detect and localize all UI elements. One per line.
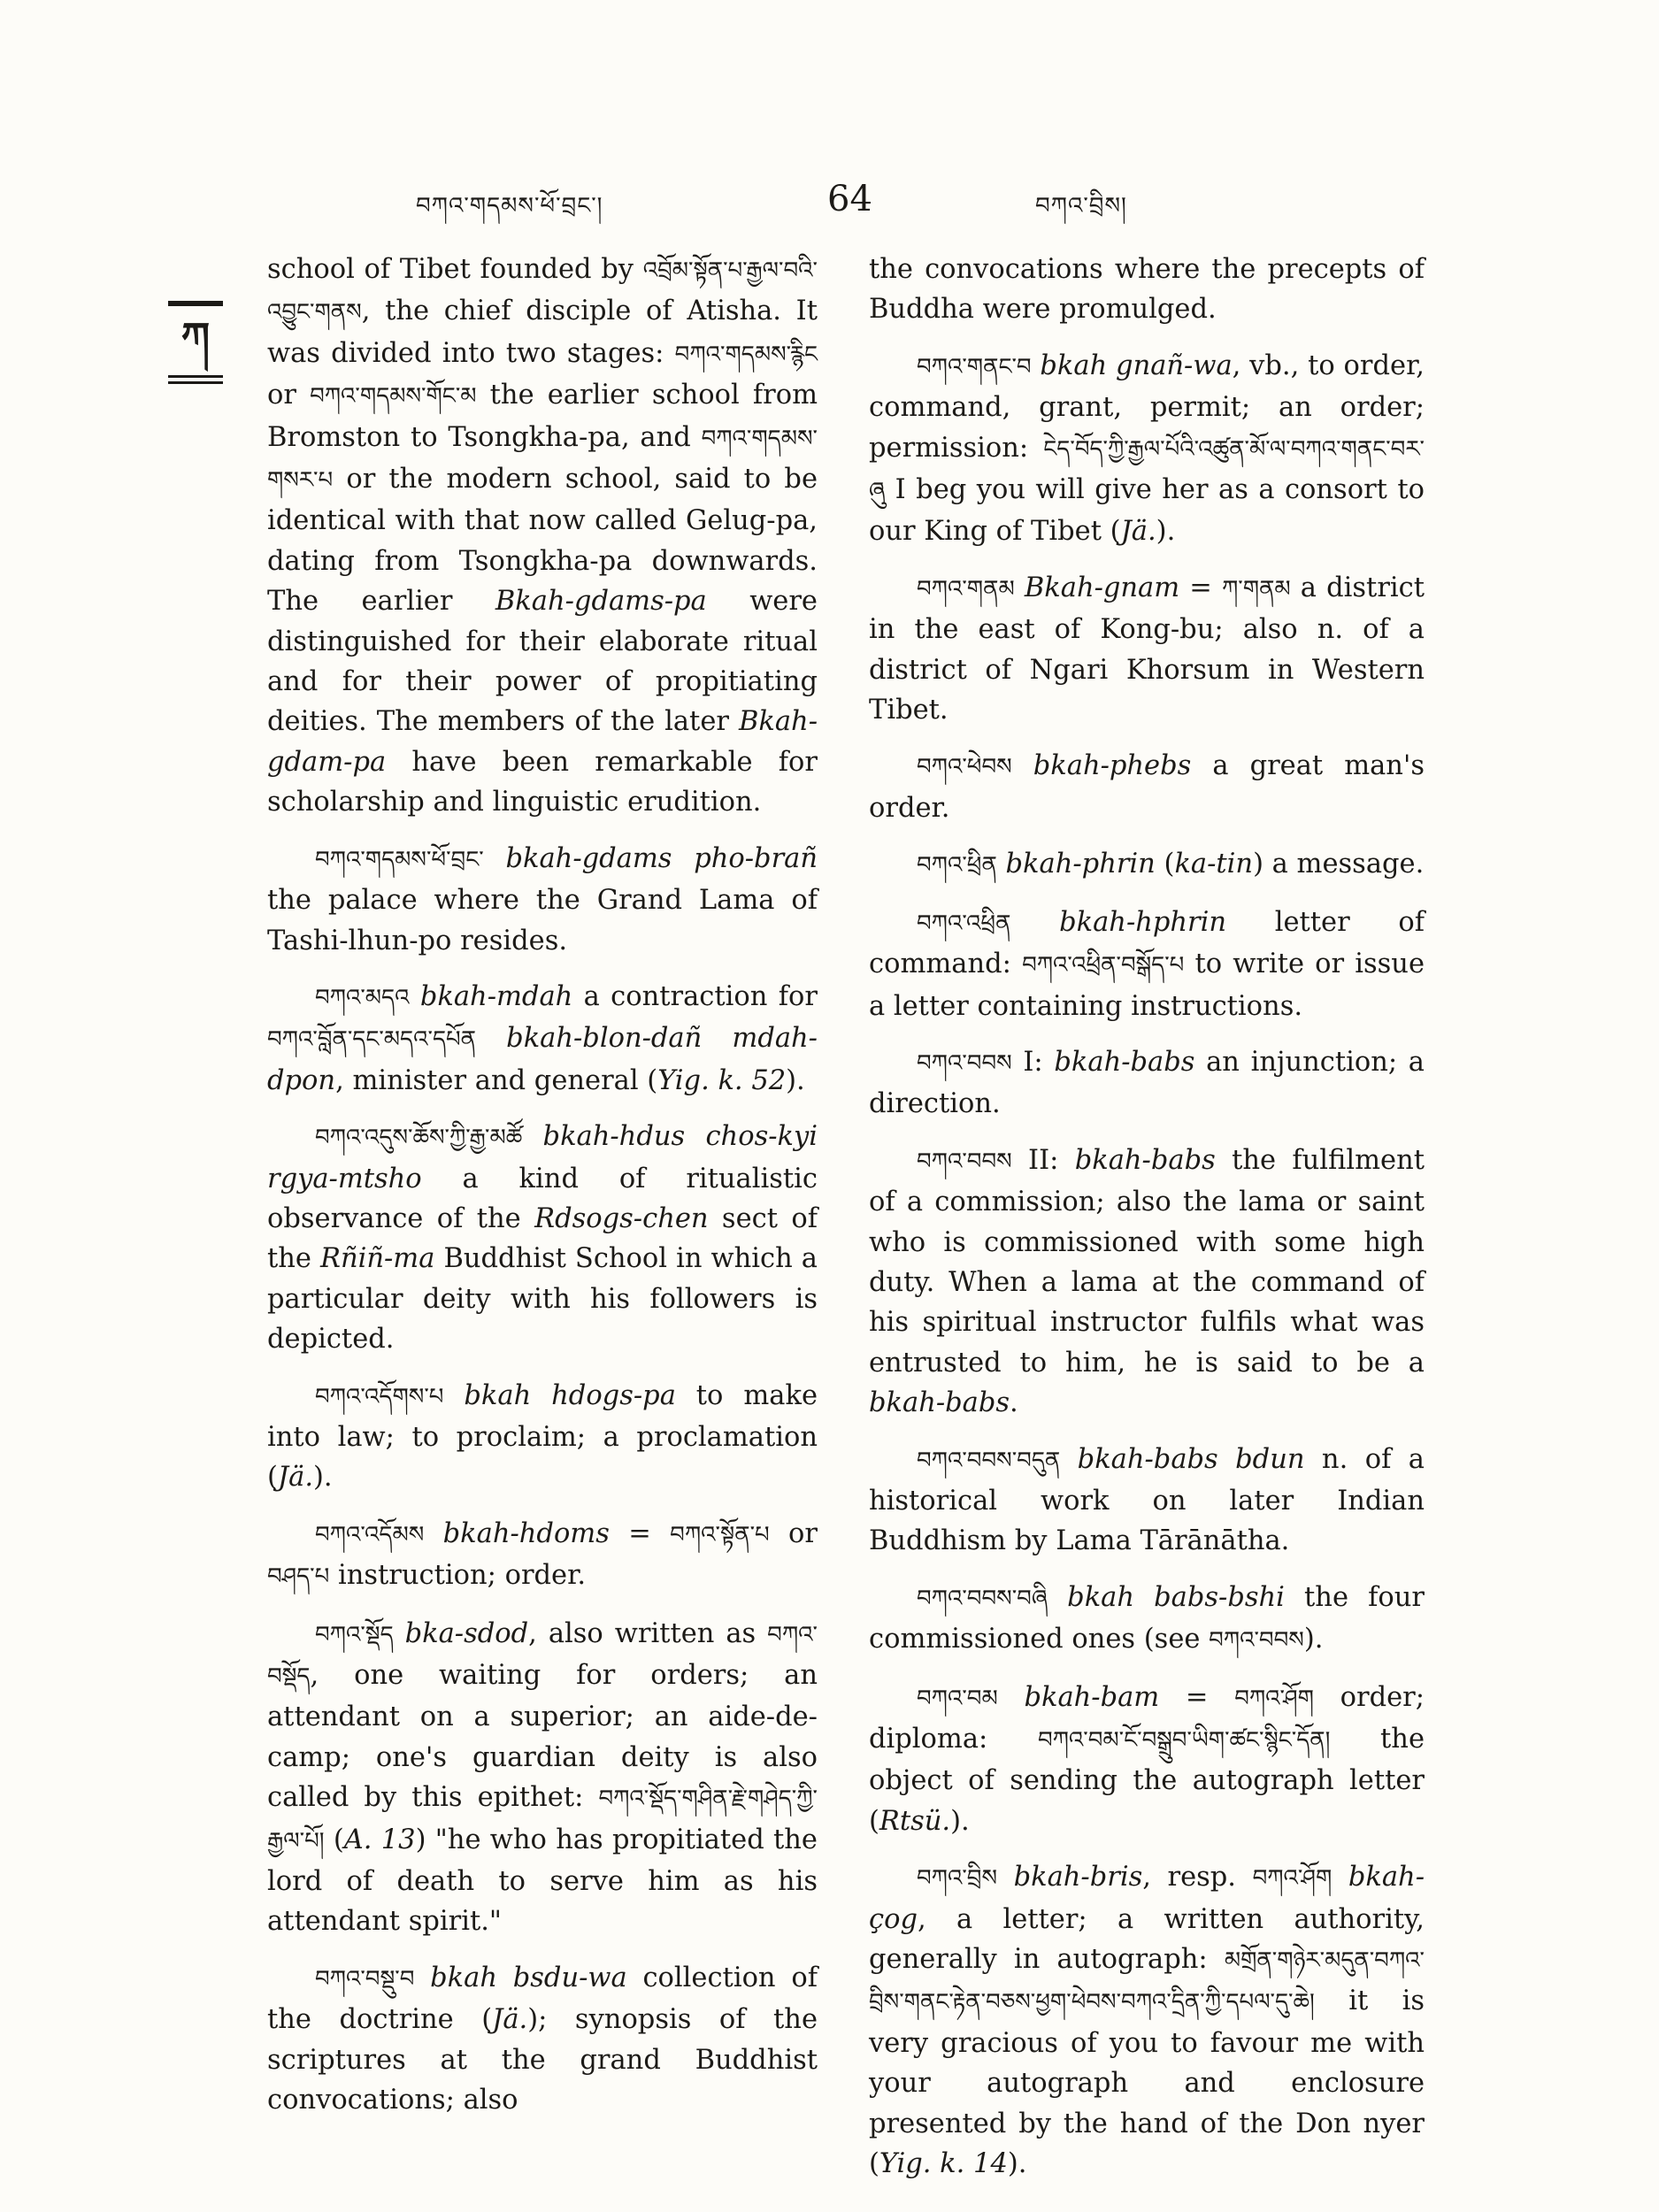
dictionary-entry: བཀའ་བསྡུ་བ bkah bsdu-wa collection of the doctrine (Jä.); synopsis of the scriptures at the grand Buddhist convocations; also bbox=[267, 1962, 818, 2116]
dictionary-entry: བཀའ་མདའ bkah-mdah a contraction for བཀའ་བློན་དང་མདའ་དཔོན bkah-blon-dañ mdah-dpon, minister and general (Yig. k. 52). bbox=[267, 980, 818, 1096]
right-running-head: བཀའ་བྲིས། bbox=[1035, 193, 1127, 219]
dictionary-entry: བཀའ་གནམ Bkah-gnam = ཀ་གནམ a district in the east of Kong-bu; also n. of a district of Ngari Khorsum in Western Tibet. bbox=[869, 572, 1425, 726]
dictionary-entry: བཀའ་བྲིས bkah-bris, resp. བཀའ་ཤོག bkah-çog, a letter; a written authority, generally in autograph: མགྲོན་གཉེར་མདུན་བཀའ་བྲིས་གནང་རྟེན་བཅས་ཕྱག་ཕེབས་བཀའ་དྲིན་ཀྱི་དཔལ་དུ་ཆེ། it is very gracious of you to favour me with your autograph and enclosure presented by the hand of the Don nyer (Yig. k. 14). bbox=[869, 1862, 1425, 2180]
dictionary-entry: བཀའ་འདོགས་པ bkah hdogs-pa to make into law; to proclaim; a proclamation (Jä.). bbox=[267, 1379, 818, 1494]
dictionary-entry: བཀའ་འཕྲིན bkah-hphrin letter of command: བཀའ་འཕྲིན་བསྒོད་པ to write or issue a letter containing instructions. bbox=[869, 906, 1425, 1022]
dictionary-entry: བཀའ་བམ bkah-bam = བཀའ་ཤོག order; diploma: བཀའ་བམ་ངོ་བསྒྲུབ་ཡིག་ཚང་སྙིང་དོན། the object of sending the autograph letter (Rtsü.). bbox=[869, 1681, 1425, 1837]
entry-paragraph: school of Tibet founded by འབྲོམ་སྟོན་པ་རྒྱལ་བའི་འབྱུང་གནས, the chief disciple of Atisha. It was divided into two stages: བཀའ་གདམས་རྙིང or བཀའ་གདམས་གོང་མ the earlier school from Bromston to Tsongkha-pa, and བཀའ་གདམས་གསར་པ or the modern school, said to be identical with that now called Gelug-pa, dating from Tsongkha-pa downwards. The earlier Bkah-gdams-pa were distinguished for their elaborate ritual and for their power of propitiating deities. The members of the later Bkah-gdam-pa have been remarkable for scholarship and linguistic erudition. bbox=[267, 254, 818, 818]
dictionary-entry: བཀའ་གནང་བ bkah gnañ-wa, vb., to order, command, grant, permit; an order; permission: ངེད་བོད་ཀྱི་རྒྱལ་པོའི་འཚུན་མོ་ལ་བཀའ་གནང་བར་ཞུ I beg you will give her as a consort to our King of Tibet (Jä.). bbox=[869, 349, 1425, 548]
dictionary-entry: བཀའ་སྡོད bka-sdod, also written as བཀའ་བསྡོད, one waiting for orders; an attendant on a superior; an aide-de-camp; one's guardian deity is also called by this epithet: བཀའ་སྡོད་གཤིན་རྗེ་གཤེད་ཀྱི་རྒྱལ་པོ། (A. 13) "he who has propitiated the lord of death to serve him as his attendant spirit." bbox=[267, 1617, 818, 1938]
right-column bbox=[869, 250, 1425, 2200]
dictionary-entry: བཀའ་ཕེབས bkah-phebs a great man's order. bbox=[869, 750, 1425, 824]
entry-paragraph: the convocations where the precepts of Buddha were promulged. bbox=[869, 254, 1425, 326]
dictionary-entry: བཀའ་འདུས་ཆོས་ཀྱི་རྒྱ་མཚོ bkah-hdus chos-kyi rgya-mtsho a kind of ritualistic observance of the Rdsogs-chen sect of the Rñiñ-ma Buddhist School in which a particular deity with his followers is depicted. bbox=[267, 1121, 818, 1356]
margin-letter-mark: ཀ bbox=[168, 301, 223, 384]
dictionary-entry: བཀའ་གདམས་ཕོ་བྲང་ bkah-gdams pho-brañ the palace where the Grand Lama of Tashi-lhun-po resides. bbox=[267, 842, 818, 956]
dictionary-entry: བཀའ་ཕྲིན bkah-phrin (ka-tin) a message. bbox=[917, 849, 1425, 880]
dictionary-entry: བཀའ་བབས II: bkah-babs the fulfilment of a commission; also the lama or saint who is commissioned with some high duty. When a lama at the command of his spiritual instructor fulfils what was entrusted to him, he is said to be a bkah-babs. bbox=[869, 1144, 1425, 1419]
dictionary-entry: བཀའ་བབས I: bkah-babs an injunction; a direction. bbox=[869, 1046, 1425, 1120]
dictionary-entry: བཀའ་བབས་བདུན bkah-babs bdun n. of a historical work on later Indian Buddhism by Lama Tārānātha. bbox=[869, 1443, 1425, 1557]
dictionary-entry: བཀའ་འདོམས bkah-hdoms = བཀའ་སྟོན་པ or བཤད་པ instruction; order. bbox=[267, 1517, 818, 1592]
dictionary-entry: བཀའ་བབས་བཞི bkah babs-bshi the four commissioned ones (see བཀའ་བབས). bbox=[869, 1581, 1425, 1655]
page-number: 64 bbox=[827, 179, 872, 219]
page-header bbox=[0, 180, 1659, 234]
left-column bbox=[267, 250, 818, 2136]
left-running-head: བཀའ་གདམས་ཕོ་བྲང་། bbox=[416, 193, 603, 219]
